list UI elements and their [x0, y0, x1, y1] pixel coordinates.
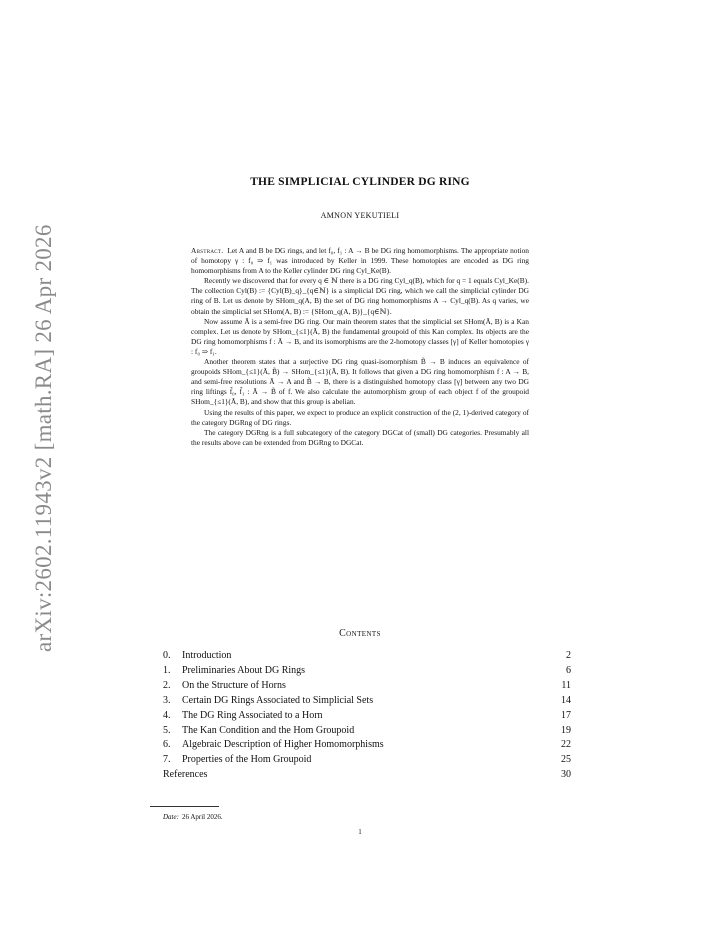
- abstract-paragraph-5: Using the results of this paper, we expect to produce an explicit construction of the (2, 1)-derived category of the category DGRng of DG rings.: [191, 407, 529, 427]
- toc-entry[interactable]: [163, 664, 571, 679]
- toc-entry-page: 25: [561, 754, 571, 766]
- toc-entry-title: Certain DG Rings Associated to Simplicial Sets: [182, 694, 374, 706]
- page-number: 1: [358, 828, 362, 836]
- toc-entry-number: 2.: [163, 679, 171, 691]
- arxiv-identifier: arXiv:2602.11943v2 [math.RA] 26 Apr 2026: [31, 224, 56, 652]
- toc-entry-number: 1.: [163, 664, 171, 676]
- abstract-paragraph-4: Another theorem states that a surjective DG ring quasi-isomorphism B̃ → B induces an equivalence of groupoids SHom_{≤1}(Ã, B̃) → SHom_{≤1}(Ã, B). It follows that given a DG ring homomorphism f : A → B, and semi-free resolutions Ã → A and B̃ → B, there is a distinguished homotopy class [γ] between any two DG ring liftings f̃₀, f̃₁ : Ã → B̃ of f. We also calculate the automorphism group of each object f of the groupoid SHom_{≤1}(Ã, B), and show that this group is abelian.: [191, 357, 529, 407]
- paper-title: THE SIMPLICIAL CYLINDER DG RING: [250, 176, 470, 188]
- abstract-paragraph-2: Recently we discovered that for every q ∈ ℕ there is a DG ring Cyl_q(B), which for q = 1 equals Cyl_Ke(B). The collection Cyl(B) := {Cyl(B)_q}_{q∈ℕ} is a simplicial DG ring, which we call the simplicial cylinder DG ring of B. Let us denote by SHom_q(A, B) the set of DG ring homomorphisms A → Cyl_q(B). As q varies, we obtain the simplicial set SHom(A, B) := {SHom_q(A, B)}_{q∈ℕ}.: [191, 276, 529, 316]
- abstract-paragraph-3: Now assume Ã is a semi-free DG ring. Our main theorem states that the simplicial set SHom(Ã, B) is a Kan complex. Let us denote by SHom_{≤1}(Ã, B) the fundamental groupoid of this Kan complex. Its objects are the DG ring homomorphisms f : Ã → B, and its isomorphisms are the 2-homotopy classes [γ] of Keller homotopies γ : f₀ ⇒ f₁.: [191, 316, 529, 356]
- toc-entry-number: 3.: [163, 694, 171, 706]
- footnote-text: 26 April 2026.: [181, 813, 223, 821]
- abstract-paragraph-6: The category DGRng is a full subcategory of the category DGCat of (small) DG categories. Presumably all the results above can be extended from DGRng to DGCat.: [191, 427, 529, 447]
- paper-author: AMNON YEKUTIELI: [320, 211, 400, 220]
- footnote-divider: [150, 806, 219, 807]
- toc-entry-title: Introduction: [182, 650, 232, 661]
- toc-entry-title: Preliminaries About DG Rings: [182, 664, 306, 676]
- toc-entry-page: 14: [561, 694, 571, 706]
- toc-entry[interactable]: [163, 753, 571, 768]
- toc-entry-page: 11: [561, 679, 571, 691]
- date-footnote: [163, 813, 223, 821]
- toc-entry[interactable]: [163, 649, 571, 664]
- toc-entry[interactable]: [163, 724, 571, 739]
- footnote-label: Date:: [163, 813, 179, 821]
- toc-entry-page: 2: [566, 650, 571, 661]
- toc-entry[interactable]: [163, 694, 571, 709]
- toc-entry-title: On the Structure of Horns: [182, 679, 286, 691]
- toc-entry-title: References: [163, 769, 208, 781]
- toc-entry-number: 5.: [163, 724, 171, 736]
- toc-entry-page: 19: [561, 724, 571, 736]
- toc-entry[interactable]: [163, 738, 571, 753]
- abstract-paragraph-1: [191, 246, 529, 276]
- toc-entry-page: 22: [561, 739, 571, 751]
- contents-heading: Contents: [339, 628, 381, 639]
- toc-entry-title: Algebraic Description of Higher Homomorphisms: [182, 739, 384, 751]
- toc-entry-number: 4.: [163, 709, 171, 721]
- toc-entry-page: 30: [561, 769, 571, 781]
- toc-entry[interactable]: [163, 709, 571, 724]
- toc-entry-title: The Kan Condition and the Hom Groupoid: [182, 724, 355, 736]
- abstract: [191, 246, 529, 448]
- toc-entry-title: The DG Ring Associated to a Horn: [182, 709, 323, 721]
- table-of-contents: [163, 649, 571, 783]
- toc-entry-number: 7.: [163, 754, 171, 766]
- abstract-text-1: Let A and B be DG rings, and let f₀, f₁ : A → B be DG ring homomorphisms. The appropriate notion of homotopy γ : f₀ ⇒ f₁ was introduced by Keller in 1999. These homotopies are encoded as DG ring homomorphisms from A to the Keller cylinder DG ring Cyl_Ke(B).: [191, 246, 529, 276]
- abstract-heading: Abstract.: [191, 246, 224, 255]
- toc-entry[interactable]: [163, 679, 571, 694]
- toc-entry-title: Properties of the Hom Groupoid: [182, 754, 312, 766]
- toc-entry-page: 6: [566, 664, 571, 676]
- toc-entry-page: 17: [561, 709, 571, 721]
- toc-entry-references[interactable]: [163, 768, 571, 783]
- toc-entry-number: 0.: [163, 650, 171, 661]
- toc-entry-number: 6.: [163, 739, 171, 751]
